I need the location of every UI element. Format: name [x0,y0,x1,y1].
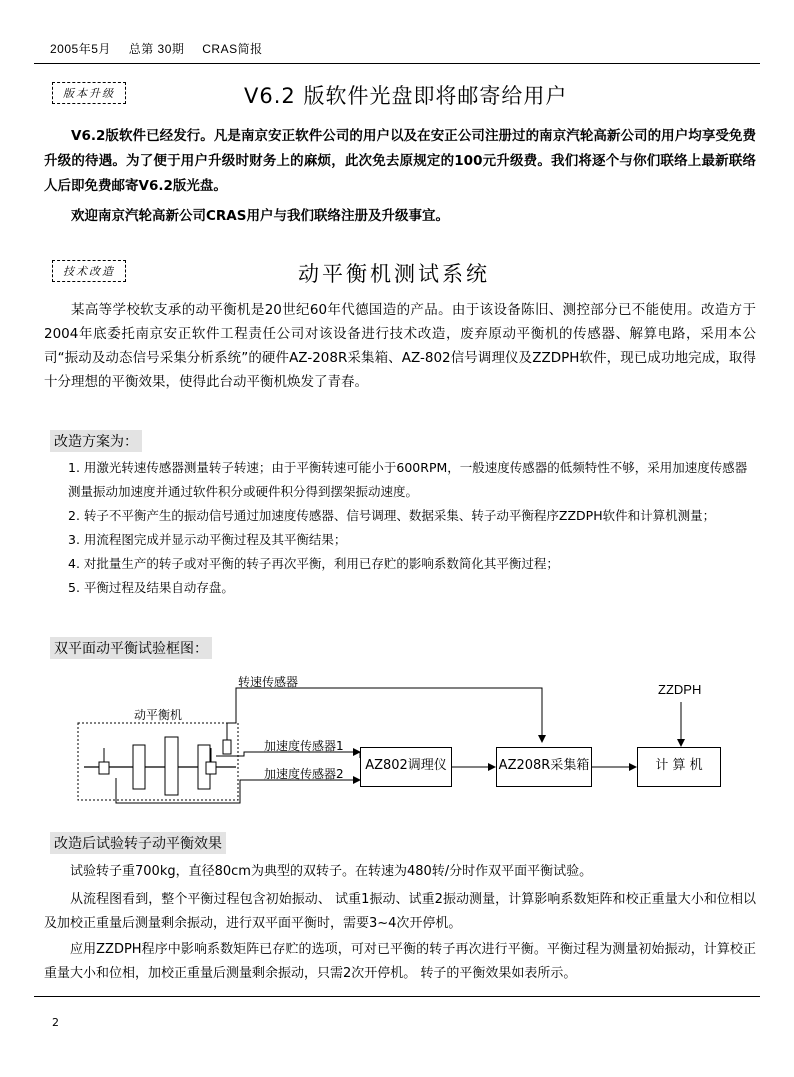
section1-paragraph-2: 欢迎南京汽轮高新公司CRAS用户与我们联络注册及升级事宜。 [71,208,449,224]
plan-item-2: 2. 转子不平衡产生的振动信号通过加速度传感器、信号调理、数据采集、转子动平衡程序ZZDPH软件和计算机测量； [68,508,716,523]
diagram-heading: 双平面动平衡试验框图： [50,637,212,659]
section1-paragraph-1: V6.2版软件已经发行。凡是南京安正软件公司的用户以及在安正公司注册过的南京汽轮高新公司的用户均享受免费升级的待遇。为了便于用户升级时财务上的麻烦，此次免去原规定的100元升级费。我们将逐个与你们联络上最新联络人后即免费邮寄V6.2版光盘。 [44,128,756,194]
section1-title: V6.2 版软件光盘即将邮寄给用户 [244,84,568,108]
header-issue: 总第 30期 [128,42,185,56]
rotor-disc-2 [165,737,178,795]
software-label: ZZDPH [658,682,702,697]
speed-sensor-label: 转速传感器 [238,675,299,689]
right-bearing [206,762,216,774]
header-rule [34,63,760,64]
plan-list [68,456,758,600]
machine-enclosure [78,723,238,800]
speed-sensor-head [223,740,231,754]
machine-label: 动平衡机 [134,708,183,722]
section2-tag: 技术改造 [52,260,126,282]
result-paragraph-1: 试验转子重700kg，直径80cm为典型的双转子。在转速为480转/分时作双平面平衡试验。 [70,864,593,879]
plan-item-4: 4. 对批量生产的转子或对平衡的转子再次平衡，利用已存贮的影响系数简化其平衡过程； [68,556,559,571]
footer-rule [34,996,760,997]
page-number: 2 [52,1016,59,1029]
section2-title: 动平衡机测试系统 [298,262,490,286]
accel1-label: 加速度传感器1 [264,739,344,753]
result-paragraph-2: 从流程图看到，整个平衡过程包含初始振动、 试重1振动、试重2振动测量，计算影响系数矩阵和校正重量大小和位相以及加校正重量后测量剩余振动，进行双平面平衡时，需要3~4次开停机。 [44,892,756,931]
accel2-label: 加速度传感器2 [264,767,344,781]
header-date: 2005年5月 [50,42,111,56]
plan-item-1: 1. 用激光转速传感器测量转子转速；由于平衡转速可能小于600RPM，一般速度传感器的低频特性不够，采用加速度传感器测量振动加速度并通过软件积分或硬件积分得到摆架振动速度。 [68,460,748,499]
plan-item-5: 5. 平衡过程及结果自动存盘。 [68,580,234,595]
plan-heading: 改造方案为： [50,430,142,452]
rotor-disc-3 [198,745,210,789]
accel1-line [216,752,360,758]
section2-intro: 某高等学校软支承的动平衡机是20世纪60年代德国造的产品。由于该设备陈旧、测控部分已不能使用。改造方于2004年底委托南京安正软件工程责任公司对该设备进行技术改造，废弃原动平衡机的传感器、解算电路，采用本公司“振动及动态信号采集分析系统”的硬件AZ-208R采集箱、AZ-802信号调理仪及ZZDPH软件，现已成功地完成，取得十分理想的平衡效果，使得此台动平衡机焕发了青春。 [44,302,756,390]
plan-item-3: 3. 用流程图完成并显示动平衡过程及其平衡结果； [68,532,347,547]
rotor-disc-1 [133,745,145,789]
result-paragraph-3: 应用ZZDPH程序中影响系数矩阵已存贮的选项，可对已平衡的转子再次进行平衡。平衡过程为测量初始振动，计算校正重量大小和位相，加校正重量后测量剩余振动，只需2次开停机。 转子的平衡效果如表所示。 [44,942,756,981]
result-heading: 改造后试验转子动平衡效果 [50,832,226,854]
daq-box: AZ208R采集箱 [496,747,592,787]
accel2-line [116,778,360,803]
computer-box: 计 算 机 [637,747,721,787]
page-header [50,40,277,57]
conditioner-box: AZ802调理仪 [360,747,452,787]
left-bearing [99,762,109,774]
section1-tag: 版本升级 [52,82,126,104]
speed-signal-line [227,688,542,742]
header-publication: CRAS简报 [202,42,263,56]
